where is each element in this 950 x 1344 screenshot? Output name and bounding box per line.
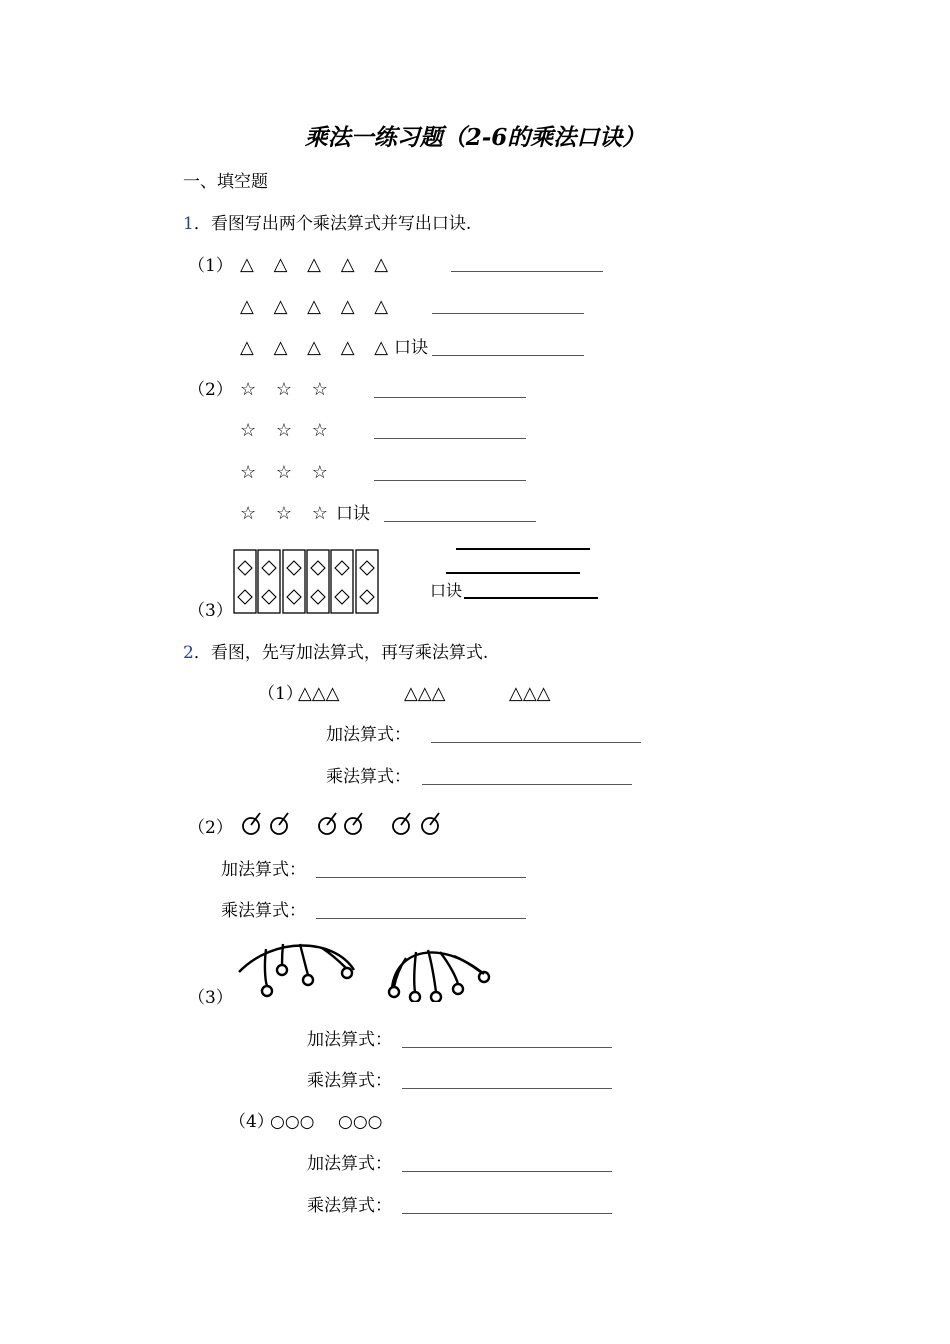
question-number: 2 xyxy=(183,643,194,663)
addition-label: 加法算式： xyxy=(326,725,411,745)
answer-blank[interactable] xyxy=(446,572,580,574)
triangle-row: △ △ △ △ △ xyxy=(240,296,396,317)
circle-group: ○○○ xyxy=(270,1112,315,1132)
part-label: （1） xyxy=(258,684,303,704)
answer-blank[interactable] xyxy=(374,480,526,481)
part-label: （2） xyxy=(188,818,233,838)
star-row: ☆ ☆ ☆ xyxy=(240,462,335,483)
koujue-blank[interactable] xyxy=(384,521,536,522)
multiplication-label: 乘法算式： xyxy=(307,1196,392,1216)
multiplication-label: 乘法算式： xyxy=(307,1071,392,1091)
question-number: 1 xyxy=(183,214,194,234)
multiplication-label: 乘法算式： xyxy=(326,767,411,787)
triangle-group: △△△ xyxy=(298,683,340,704)
answer-blank[interactable] xyxy=(374,438,526,439)
triangle-row: △ △ △ △ △ xyxy=(240,337,396,358)
answer-blank[interactable] xyxy=(456,548,590,550)
cherries-figure xyxy=(238,806,448,838)
multiplication-blank[interactable] xyxy=(402,1088,612,1089)
part-label: （1） xyxy=(188,256,233,276)
answer-blank[interactable] xyxy=(374,397,526,398)
answer-blank[interactable] xyxy=(451,271,603,272)
addition-blank[interactable] xyxy=(402,1171,612,1172)
addition-blank[interactable] xyxy=(431,742,641,743)
triangle-row: △ △ △ △ △ xyxy=(240,254,396,275)
question-2 xyxy=(183,643,488,663)
part-label: （4） xyxy=(229,1112,274,1132)
question-text: ．看图写出两个乘法算式并写出口诀. xyxy=(193,214,472,234)
koujue-blank[interactable] xyxy=(464,597,598,599)
koujue-label: 口诀 xyxy=(430,581,463,600)
koujue-label: 口诀 xyxy=(394,338,428,358)
answer-blank[interactable] xyxy=(432,313,584,314)
question-text: ．看图，先写加法算式，再写乘法算式. xyxy=(193,643,489,663)
star-row: ☆ ☆ ☆ xyxy=(240,379,335,400)
part-label: （3） xyxy=(188,988,233,1008)
multiplication-label: 乘法算式： xyxy=(221,901,306,921)
page-title: 乘法一练习题（2-6的乘法口诀） xyxy=(304,124,646,151)
bead-branches-figure xyxy=(234,940,496,1002)
circle-group: ○○○ xyxy=(338,1112,383,1132)
multiplication-blank[interactable] xyxy=(402,1213,612,1214)
question-1 xyxy=(183,214,471,234)
koujue-blank[interactable] xyxy=(432,355,584,356)
diamond-boxes-figure xyxy=(232,548,382,616)
triangle-group: △△△ xyxy=(509,683,551,704)
part-label: （3） xyxy=(188,601,233,621)
star-row: ☆ ☆ ☆ xyxy=(240,420,335,441)
multiplication-blank[interactable] xyxy=(422,784,632,785)
addition-label: 加法算式： xyxy=(221,860,306,880)
multiplication-blank[interactable] xyxy=(316,918,526,919)
addition-blank[interactable] xyxy=(316,877,526,878)
part-label: （2） xyxy=(188,380,233,400)
addition-label: 加法算式： xyxy=(307,1030,392,1050)
addition-blank[interactable] xyxy=(402,1047,612,1048)
koujue-label: 口诀 xyxy=(336,504,370,524)
star-row: ☆ ☆ ☆ xyxy=(240,503,335,524)
section-heading: 一、填空题 xyxy=(183,172,268,192)
triangle-group: △△△ xyxy=(404,683,446,704)
addition-label: 加法算式： xyxy=(307,1154,392,1174)
